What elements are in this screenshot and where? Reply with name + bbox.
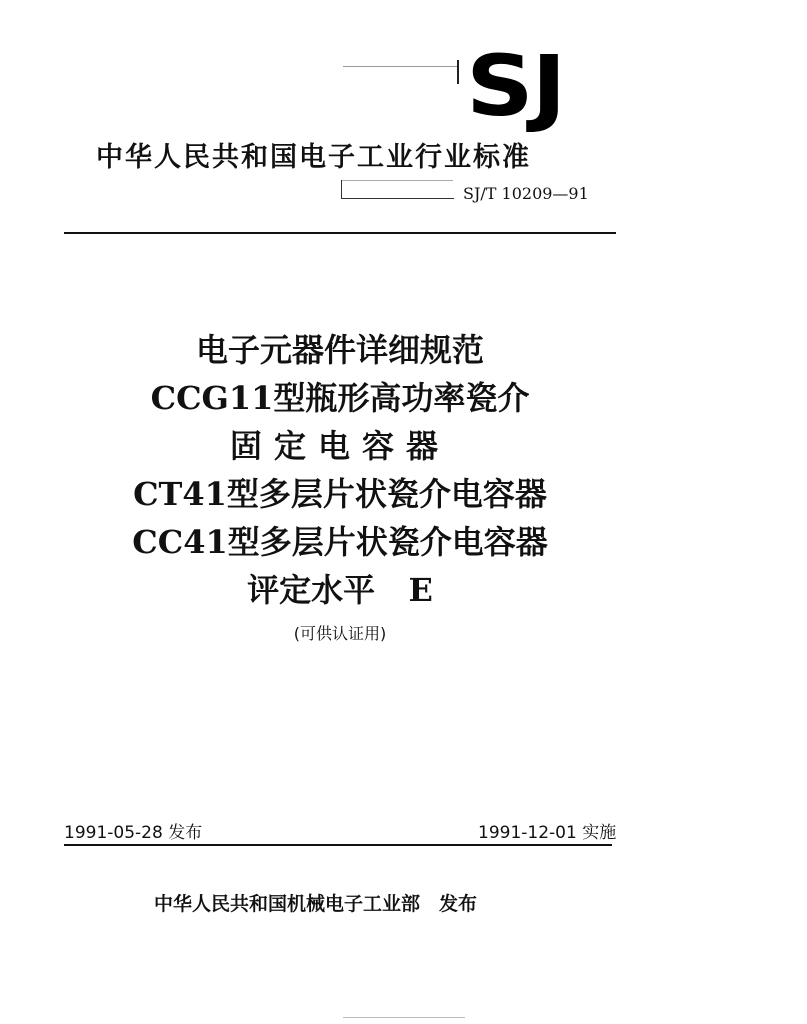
title-line-5-model: CC41 [132, 523, 228, 561]
title-line-2-text: 型瓶形高功率瓷介 [273, 379, 530, 417]
title-line-2 [0, 374, 680, 422]
title-line-1: 电子元器件详细规范 [195, 331, 484, 369]
document-title [0, 326, 680, 646]
logo-decoration-line [343, 66, 459, 67]
publisher: 中华人民共和国机械电子工业部 发布 [154, 893, 478, 915]
title-line-6 [0, 566, 680, 614]
title-line-4-text: 型多层片状瓷介电容器 [226, 475, 547, 513]
title-line-6-text: 评定水平 [247, 571, 376, 609]
title-line-5 [0, 518, 680, 566]
title-line-4 [0, 470, 680, 518]
issue-date: 1991-05-28 发布 [64, 823, 203, 843]
ministry-title: 中华人民共和国电子工业行业标准 [96, 142, 531, 173]
effective-date: 1991-12-01 实施 [478, 823, 617, 843]
footer-divider [64, 844, 612, 846]
title-line-5-text: 型多层片状瓷介电容器 [227, 523, 548, 561]
code-frame [341, 180, 454, 199]
page-edge-mark [343, 1017, 465, 1018]
certification-note: (可供认证用) [293, 624, 387, 643]
title-line-4-model: CT41 [133, 475, 227, 513]
logo-decoration-tick [457, 60, 459, 84]
header-divider [64, 232, 616, 234]
sj-logo: SJ [466, 37, 565, 135]
title-line-6-level: E [408, 571, 433, 609]
title-line-2-model: CCG11 [150, 379, 274, 417]
standard-code: SJ/T 10209—91 [463, 184, 589, 203]
title-line-3: 固定电容器 [229, 427, 450, 465]
